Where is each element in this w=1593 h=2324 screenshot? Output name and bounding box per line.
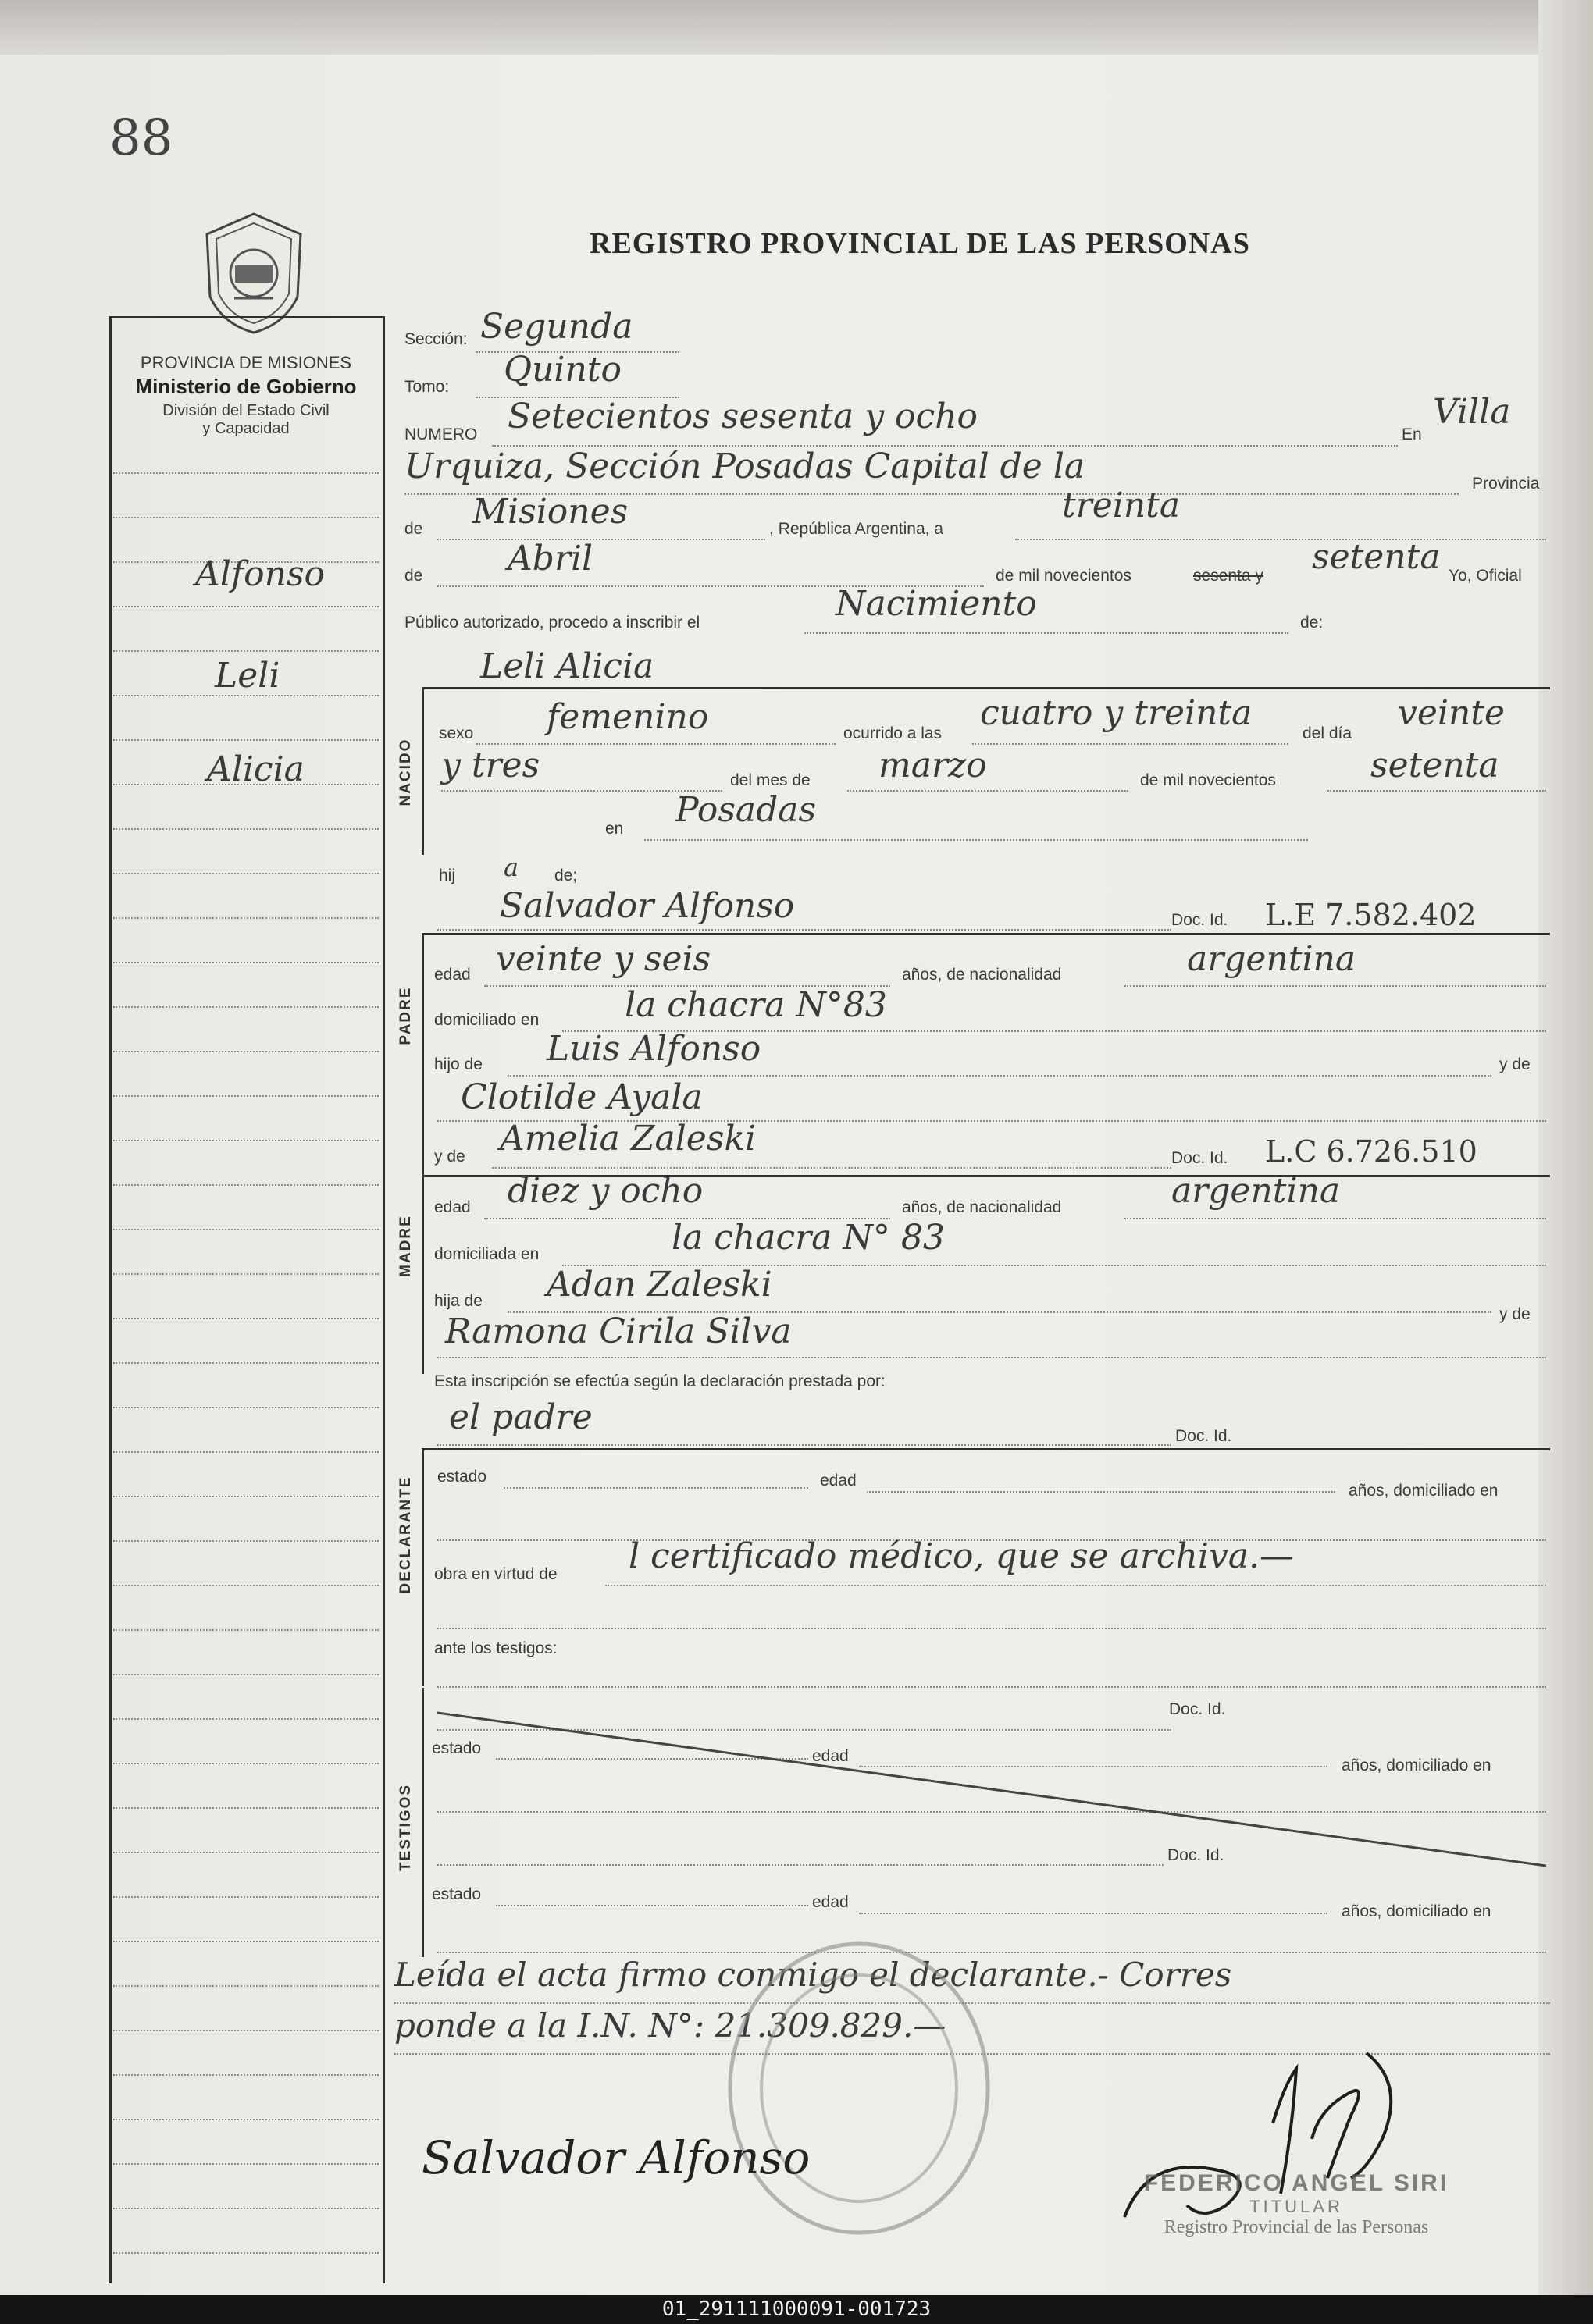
- rule: [972, 743, 1288, 745]
- margin-rule: [113, 1273, 379, 1275]
- footer-image-id: 01_291111000091-001723: [0, 2295, 1593, 2324]
- margin-rule: [113, 1807, 379, 1809]
- side-label-madre: MADRE: [397, 1215, 414, 1277]
- value-madre-madre: Ramona Cirila Silva: [445, 1311, 792, 1351]
- bracket-testigos: [422, 1688, 424, 1957]
- label-seccion: Sección:: [404, 330, 468, 348]
- label-ante: ante los testigos:: [434, 1639, 558, 1657]
- bracket-padre: [422, 933, 424, 1175]
- rule: [1328, 790, 1546, 792]
- left-border: [109, 316, 112, 2283]
- margin-rule: [113, 1006, 379, 1008]
- value-mes-nac: marzo: [878, 746, 987, 785]
- margin-rule: [113, 873, 379, 874]
- rule: [437, 539, 765, 540]
- rule: [508, 1075, 1491, 1077]
- ministry-name: Ministerio de Gobierno: [135, 375, 357, 398]
- label-edad-madre: edad: [434, 1198, 471, 1216]
- signature-declarante: Salvador Alfonso: [422, 2131, 811, 2184]
- rule: [492, 1167, 1171, 1169]
- rule: [847, 790, 1128, 792]
- value-lugar-2: Urquiza, Sección Posadas Capital de la: [404, 447, 1085, 486]
- margin-rule: [113, 517, 379, 518]
- value-hora: cuatro y treinta: [980, 693, 1253, 733]
- label-edad-padre: edad: [434, 966, 471, 984]
- margin-rule: [113, 1585, 379, 1586]
- value-madre-edad: diez y ocho: [508, 1171, 704, 1211]
- margin-rule: [113, 1140, 379, 1141]
- rule: [437, 1628, 1546, 1629]
- value-numero: Setecientos sesenta y ocho: [508, 397, 978, 436]
- margin-rule: [113, 2208, 379, 2209]
- margin-rule: [113, 2252, 379, 2254]
- label-hijo-de: hijo de: [434, 1055, 483, 1073]
- margin-name-first: Leli: [215, 656, 280, 696]
- margin-rule: [113, 1540, 379, 1542]
- label-edad-declarante: edad: [820, 1472, 857, 1489]
- label-inscripcion: Esta inscripción se efectúa según la declaración prestada por:: [434, 1372, 886, 1390]
- side-label-padre: PADRE: [397, 986, 414, 1045]
- value-provincia: Misiones: [472, 492, 629, 532]
- margin-rule: [113, 1674, 379, 1675]
- label-hij: hij: [439, 867, 456, 884]
- value-madre-doc: L.C 6.726.510: [1265, 1134, 1477, 1169]
- margin-rule: [113, 1985, 379, 1987]
- label-estado-testigo-1: estado: [432, 1739, 482, 1757]
- margin-rule: [113, 1051, 379, 1052]
- label-de-mes: de: [404, 567, 423, 585]
- label-estado-declarante: estado: [437, 1468, 487, 1486]
- page-top-edge: [0, 0, 1593, 55]
- top-left-rule: [109, 316, 383, 318]
- value-tomo: Quinto: [504, 350, 622, 390]
- label-doc-testigo-1: Doc. Id.: [1169, 1700, 1226, 1718]
- value-anio-tachado: sesenta y: [1193, 567, 1263, 585]
- label-tomo: Tomo:: [404, 378, 450, 396]
- official-stamp: [1128, 2170, 1464, 2238]
- label-anos-dom-declarante: años, domiciliado en: [1349, 1482, 1499, 1500]
- value-padre-nac: argentina: [1187, 939, 1356, 979]
- value-sexo: femenino: [547, 697, 709, 737]
- label-y-de-abuela: y de: [1499, 1305, 1531, 1323]
- value-cierre-2: ponde a la I.N. N°: 21.309.829.—: [394, 2006, 946, 2045]
- side-label-nacido: NACIDO: [397, 738, 414, 806]
- label-del-mes: del mes de: [730, 771, 811, 789]
- margin-rule: [113, 1941, 379, 1942]
- label-nac-padre: años, de nacionalidad: [902, 966, 1062, 984]
- rule: [804, 632, 1288, 634]
- label-republica: , República Argentina, a: [769, 520, 943, 538]
- value-padre: Salvador Alfonso: [500, 886, 795, 926]
- label-en-lugar: en: [605, 820, 624, 838]
- rule-nacido-top: [422, 687, 1550, 689]
- division-line-1: División del Estado Civil: [162, 402, 330, 419]
- side-label-testigos: TESTIGOS: [397, 1783, 414, 1872]
- label-dom-madre: domiciliada en: [434, 1245, 540, 1263]
- label-de: de: [404, 520, 423, 538]
- label-edad-testigo-2: edad: [812, 1893, 849, 1911]
- margin-rule: [113, 606, 379, 607]
- value-dia-nac-1: veinte: [1398, 693, 1506, 733]
- label-y-de-padre: y de: [1499, 1055, 1531, 1073]
- margin-rule: [113, 962, 379, 963]
- margin-rule: [113, 2074, 379, 2076]
- division-line-2: y Capacidad: [202, 420, 290, 437]
- label-nac-madre: años, de nacionalidad: [902, 1198, 1062, 1216]
- rule: [437, 1686, 1546, 1688]
- label-ocurrido: ocurrido a las: [843, 724, 943, 742]
- margin-name-surname: Alfonso: [195, 554, 326, 594]
- label-hija-de: hija de: [434, 1292, 483, 1310]
- margin-rule: [113, 828, 379, 830]
- margin-rule: [113, 650, 379, 652]
- label-edad-testigo-1: edad: [812, 1747, 849, 1765]
- value-anio-nac: setenta: [1370, 746, 1499, 785]
- label-de-padres: de;: [554, 867, 578, 884]
- value-madre-dom: la chacra N° 83: [672, 1218, 945, 1258]
- label-anos-dom-testigo-1: años, domiciliado en: [1342, 1756, 1491, 1774]
- margin-rule: [113, 1095, 379, 1097]
- rule-padre-top: [422, 933, 1550, 935]
- margin-rule: [113, 2030, 379, 2031]
- label-sexo: sexo: [439, 724, 474, 742]
- margin-rule: [113, 1718, 379, 1720]
- page-right-edge: [1538, 0, 1593, 2295]
- margin-rule: [113, 1896, 379, 1898]
- label-doc-declarante: Doc. Id.: [1175, 1427, 1232, 1445]
- margin-rule: [113, 1629, 379, 1631]
- value-anio-acta: setenta: [1312, 537, 1441, 577]
- rule: [605, 1585, 1546, 1586]
- label-anos-dom-testigo-2: años, domiciliado en: [1342, 1902, 1491, 1920]
- testigos-strike-line: [437, 1710, 1546, 1874]
- value-dia-acta: treinta: [1062, 486, 1181, 525]
- value-padre-doc: L.E 7.582.402: [1265, 898, 1477, 932]
- label-del-dia: del día: [1303, 724, 1352, 742]
- rule: [437, 1357, 1546, 1358]
- rule: [476, 743, 836, 745]
- value-nombre: Leli Alicia: [480, 646, 654, 686]
- label-doc-padre: Doc. Id.: [1171, 911, 1228, 929]
- label-dom-padre: domiciliado en: [434, 1011, 540, 1029]
- value-mes-acta: Abril: [508, 539, 593, 578]
- label-publico: Público autorizado, procedo a inscribir el: [404, 614, 700, 632]
- label-obra: obra en virtud de: [434, 1565, 558, 1583]
- value-dia-nac-2: y tres: [441, 746, 540, 785]
- rule: [437, 929, 1171, 931]
- label-en: En: [1402, 425, 1422, 443]
- value-padre-hijo-de: Luis Alfonso: [547, 1029, 761, 1069]
- label-y-de-madre: y de: [434, 1148, 465, 1166]
- margin-rule: [113, 2119, 379, 2120]
- stamp-office: Registro Provincial de las Personas: [1164, 2217, 1429, 2237]
- page-title: REGISTRO PROVINCIAL DE LAS PERSONAS: [590, 227, 1250, 260]
- rule: [496, 1905, 808, 1906]
- margin-rule: [113, 1407, 379, 1408]
- value-madre-hija-de: Adan Zaleski: [547, 1265, 772, 1304]
- margin-rule: [113, 1852, 379, 1853]
- value-seccion: Segunda: [480, 307, 633, 347]
- margin-rule: [113, 472, 379, 474]
- label-provincia: Provincia: [1472, 475, 1540, 493]
- rule: [1015, 539, 1546, 540]
- rule: [867, 1491, 1335, 1493]
- margin-rule: [113, 917, 379, 919]
- label-estado-testigo-2: estado: [432, 1885, 482, 1903]
- label-de-acto: de:: [1300, 614, 1324, 632]
- value-padre-dom: la chacra N°83: [625, 985, 887, 1025]
- rule-declarante-top: [422, 1448, 1550, 1450]
- stamp-role: TITULAR: [1249, 2197, 1343, 2216]
- stamp-name: FEDERICO ANGEL SIRI: [1143, 2170, 1449, 2196]
- rule: [1124, 985, 1546, 987]
- value-madre-nac: argentina: [1171, 1171, 1341, 1211]
- value-declarante: el padre: [449, 1397, 593, 1437]
- label-doc-madre: Doc. Id.: [1171, 1149, 1228, 1167]
- margin-rule: [113, 1362, 379, 1364]
- rule: [504, 1487, 808, 1489]
- label-numero: NUMERO: [404, 425, 478, 443]
- province-name: PROVINCIA DE MISIONES: [140, 353, 352, 372]
- side-label-declarante: DECLARANTE: [397, 1475, 414, 1594]
- label-doc-testigo-2: Doc. Id.: [1167, 1846, 1224, 1864]
- value-acto: Nacimiento: [836, 584, 1037, 624]
- value-hij-suffix: a: [504, 852, 519, 882]
- margin-rule: [113, 1184, 379, 1186]
- label-de-mil-nac: de mil novecientos: [1140, 771, 1276, 789]
- value-lugar-1: Villa: [1433, 392, 1511, 432]
- value-madre: Amelia Zaleski: [500, 1119, 757, 1158]
- margin-name-second: Alicia: [207, 749, 305, 789]
- margin-rule: [113, 739, 379, 741]
- rule: [644, 839, 1308, 841]
- column-divider: [383, 316, 385, 2283]
- value-obra: l certificado médico, que se archiva.—: [629, 1536, 1295, 1576]
- value-padre-madre: Clotilde Ayala: [461, 1077, 703, 1117]
- official-round-stamp-icon: [718, 1932, 1000, 2244]
- value-cierre-1: Leída el acta firmo conmigo el declarante.- Corres: [394, 1956, 1232, 1994]
- value-lugar-nac: Posadas: [675, 790, 817, 830]
- rule: [437, 1444, 1171, 1446]
- rule: [1124, 1218, 1546, 1219]
- rule: [859, 1913, 1328, 1914]
- label-de-mil: de mil novecientos: [996, 567, 1131, 585]
- bracket-declarante: [422, 1448, 424, 1686]
- label-yo-oficial: Yo, Oficial: [1449, 567, 1522, 585]
- page-number: 88: [109, 109, 173, 167]
- value-padre-edad: veinte y seis: [496, 939, 711, 979]
- margin-rule: [113, 1451, 379, 1453]
- margin-rule: [113, 1496, 379, 1497]
- margin-rule: [113, 1763, 379, 1764]
- bracket-madre: [422, 1175, 424, 1374]
- margin-rule: [113, 2163, 379, 2165]
- margin-rule: [113, 1318, 379, 1319]
- bracket-nacido: [422, 687, 424, 855]
- margin-rule: [113, 1229, 379, 1230]
